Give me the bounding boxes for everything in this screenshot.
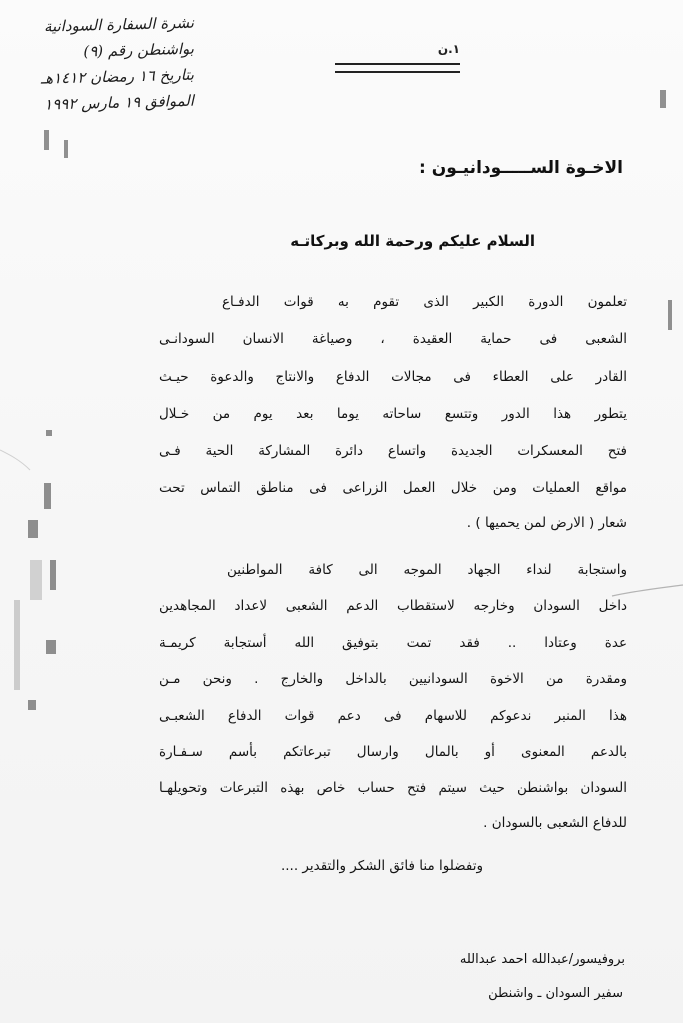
scan-speck	[44, 130, 49, 150]
signatory-name: بروفيسور/عبدالله احمد عبدالله	[459, 952, 625, 967]
paragraph-line: تعلمون الدورة الكبير الذى تقوم به قوات الدفـاع	[222, 294, 627, 310]
reference-number: ١.ن	[437, 42, 460, 56]
paper-crease	[0, 450, 30, 470]
paragraph-line: للدفاع الشعبى بالسودان .	[483, 815, 627, 831]
paragraph-line: الشعبى فى حماية العقيدة ، وصياغة الانسان السودانـى	[159, 331, 627, 347]
scan-speck	[660, 90, 666, 108]
paragraph-line: فتح المعسكرات الجديدة واتساع دائرة المشاركة الحية فـى	[159, 443, 627, 459]
scan-speck	[46, 640, 56, 654]
reference-rule	[335, 63, 460, 65]
letter-greeting: السلام عليكم ورحمة الله وبركاتـه	[290, 232, 535, 250]
handwritten-note	[14, 12, 194, 116]
scan-speck	[64, 140, 68, 158]
paragraph-line: عدة وعتادا .. فقد تمت بتوفيق الله أستجابة كريمـة	[159, 635, 627, 651]
scan-speck	[44, 483, 51, 509]
paragraph-line: ومقدرة من الاخوة السودانيين بالداخل والخارج . ونحن مـن	[159, 671, 627, 687]
letter-heading: الاخـوة الســـــودانيـون :	[419, 158, 623, 178]
scan-speck	[668, 300, 672, 330]
paragraph-line: يتطور هذا الدور وتتسع ساحاته يوما بعد يوم من خـلال	[159, 406, 627, 422]
reference-rule	[335, 71, 460, 73]
paragraph-line: السودان بواشنطن حيث سيتم فتح حساب خاص بهذه التبرعات وتحويلهـا	[159, 780, 627, 796]
paragraph-line: داخل السودان وخارجه لاستقطاب الدعم الشعبى لاعداد المجاهدين	[159, 598, 627, 614]
reference-block	[335, 40, 460, 80]
scan-speck	[50, 560, 56, 590]
paper-crease	[612, 585, 683, 596]
scan-speck	[28, 520, 38, 538]
handwritten-line: بتاريخ ١٦ رمضان ١٤١٢هـ	[40, 65, 195, 88]
paragraph-line: شعار ( الارض لمن يحميها ) .	[466, 515, 627, 531]
handwritten-line: الموافق ١٩ مارس ١٩٩٢	[43, 91, 195, 114]
paragraph-line: واستجابة لنداء الجهاد الموجه الى كافة المواطنين	[227, 562, 627, 578]
handwritten-line: بواشنطن رقم (٩)	[83, 39, 195, 61]
scan-speck	[28, 700, 36, 710]
scan-speck	[30, 560, 42, 600]
paragraph-line: هذا المنبر ندعوكم للاسهام فى دعم قوات الدفاع الشعبـى	[159, 708, 627, 724]
paragraph-line: بالدعم المعنوى أو بالمال وارسال تبرعاتكم بأسم سـفـارة	[159, 744, 627, 760]
scan-speck	[46, 430, 52, 436]
paragraph-line: القادر على العطاء فى مجالات الدفاع والانتاج والدعوة حيـث	[159, 369, 627, 385]
scan-speck	[14, 600, 20, 690]
handwritten-line: نشرة السفارة السودانية	[43, 13, 195, 36]
closing-line: وتفضلوا منا فائق الشكر والتقدير ....	[280, 858, 483, 874]
signatory-title: سفير السودان ـ واشنطن	[488, 986, 623, 1001]
paragraph-line: مواقع العمليات ومن خلال العمل الزراعى فى مناطق التماس تحت	[159, 480, 627, 496]
